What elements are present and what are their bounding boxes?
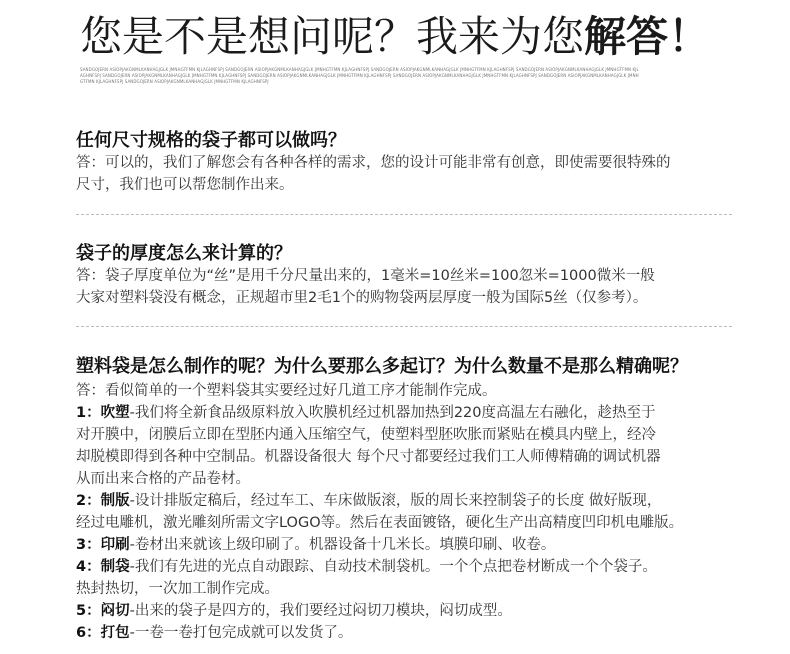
step-line: 3：印刷-卷材出来就该上级印刷了。机器设备十几米长。填膜印刷、收卷。 [76, 537, 556, 553]
faq-answer-line: 尺寸，我们也可以帮您制作出来。 [76, 177, 294, 193]
step-label: 3：印刷 [76, 537, 130, 553]
page-title-main: 您是不是想问呢？我来为您 [79, 12, 584, 61]
faq-answer-2 [76, 265, 736, 309]
step-line: 却脱模即得到各种中空制品。机器设备很大 每个尺寸都要经过我们工人师傅精确的调试机器 [76, 449, 661, 465]
divider [76, 326, 732, 327]
faq-question-2: 袋子的厚度怎么来计算的？ [76, 243, 292, 264]
page-title [0, 8, 790, 66]
divider [76, 214, 732, 215]
step-line: 5：闷切-出来的袋子是四方的，我们要经过闷切刀模块，闷切成型。 [76, 603, 512, 619]
step-label: 5：闷切 [76, 603, 130, 619]
step-line: 对开膜中，闭膜后立即在型胚内通入压缩空气，使塑料型胚吹胀而紧贴在模具内壁上，经冷 [76, 427, 656, 443]
faq-answer-intro: 答：看似简单的一个塑料袋其实要经过好几道工序才能制作完成。 [76, 383, 497, 399]
faq-answer-line: 大家对塑料袋没有概念，正规超市里2毛1个的购物袋两层厚度一般为国际5丝（仅参考）。 [76, 290, 648, 306]
step-line: 4：制袋-我们有先进的光点自动跟踪、自动技术制袋机。一个个点把卷材断成一个个袋子。 [76, 559, 657, 575]
page-title-bold: 解答！ [584, 12, 711, 61]
faq-answer-line: 答：袋子厚度单位为“丝”是用千分尺量出来的，1毫米=10丝米=100忽米=1000微米一般 [76, 268, 655, 284]
faq-answer-1 [76, 152, 736, 196]
step-line: 2：制版-设计排版定稿后，经过车工、车床做版滚，版的周长来控制袋子的长度 做好版现， [76, 493, 662, 509]
step-label: 2：制版 [76, 493, 130, 509]
step-line: 1：吹塑-我们将全新食品级原料放入吹膜机经过机器加热到220度高温左右融化，趁热至于 [76, 405, 656, 421]
faq-answer-3 [76, 380, 736, 644]
step-label: 6：打包 [76, 625, 130, 641]
faq-answer-line: 答：可以的，我们了解您会有各种各样的需求，您的设计可能非常有创意，即使需要很特殊的 [76, 155, 671, 171]
step-line: 热封热切，一次加工制作完成。 [76, 581, 279, 597]
step-label: 1：吹塑 [76, 405, 130, 421]
step-line: 经过电雕机，激光雕刻所需文字LOGO等。然后在表面镀铬，硬化生产出高精度凹印机电雕版。 [76, 515, 684, 531]
faq-question-1: 任何尺寸规格的袋子都可以做吗？ [76, 130, 346, 151]
step-label: 4：制袋 [76, 559, 130, 575]
page-subtitle: SANDGOJERN ASIOPJAKGNMLKANHAGJGLK JMNHGTFMN KJLAGHNFSPJ SANDGOJERN ASIOPJAKGNMLKANHAGJGLK JMNHGTFMN KJLAGHNFSPJ SANDGOJERN ASIOPJAKGNMLKANHAGJGLK JMNHGTFMN KJLAGHNFSPJ SANDGOJERN ASIOPJAKGNMLKANHAGJGLK JMNHGTFMN KJLAGHNFSPJ SANDGOJERN ASIOPJAKGNMLKANHAGJGLK JMNHGTFMN KJLAGHNFSPJ SANDGOJERN ASIOPJAKGNMLKANHAGJGLK JMNHGTFMN KJLAGHNFSPJ SANDGOJERN ASIOPJAKGNMLKANHAGJGLK JMNHGTFMN KJLAGHNFSPJ SANDGOJERN ASIOPJAKGNMLKANHAGJGLK JMNHGTFMN KJLAGHNFSPJ SANDGOJERN ASIOPJAKGNMLKANHAGJGLK JMNHGTFMN KJLAGHNFSPJ [80, 67, 639, 84]
step-line: 6：打包-一卷一卷打包完成就可以发货了。 [76, 625, 353, 641]
step-line: 从而出来合格的产品卷材。 [76, 471, 250, 487]
faq-question-3: 塑料袋是怎么制作的呢？为什么要那么多起订？为什么数量不是那么精确呢？ [76, 356, 688, 377]
